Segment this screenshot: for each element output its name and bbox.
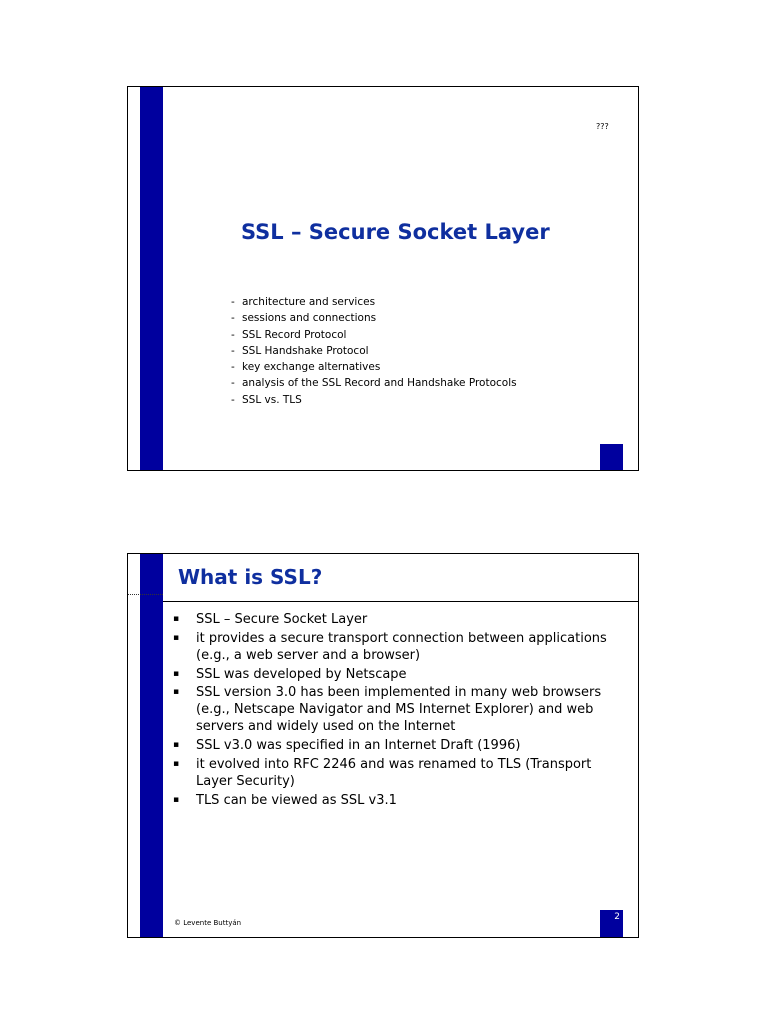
list-item [173,792,618,809]
list-item-text: TLS can be viewed as SSL v3.1 [196,792,397,808]
topic-item [231,392,517,408]
slide-1-title: SSL – Secure Socket Layer [241,220,550,244]
title-stub-line [128,594,163,595]
list-item-text: it provides a secure transport connection between applications (e.g., a web server and a browser) [196,630,607,663]
topic-item-label: analysis of the SSL Record and Handshake Protocols [242,377,517,390]
topic-item-label: SSL Record Protocol [242,328,347,341]
topic-item [231,310,517,326]
bullet-marker: ▪ [173,758,180,769]
slide-number: 2 [614,912,620,922]
slide-2-title: What is SSL? [178,565,323,589]
topic-item-label: sessions and connections [242,312,377,325]
list-item-text: SSL – Secure Socket Layer [196,612,368,627]
list-item [173,666,618,683]
list-item [173,756,618,790]
list-item [173,737,618,754]
topic-item [231,359,517,375]
slide-1-topic-list [231,294,517,408]
slide-2-title-band [163,554,638,602]
slide-1-side-bar [140,87,163,470]
topic-item-label: SSL vs. TLS [242,393,302,406]
topic-item-label: SSL Handshake Protocol [242,344,369,357]
slide-2 [127,553,639,938]
list-item-text: SSL v3.0 was specified in an Internet Draft (1996) [196,738,521,754]
slide-1-top-mark: ??? [596,122,609,131]
slide-1 [127,86,639,471]
bullet-marker: ▪ [173,632,180,643]
list-item [173,611,618,628]
slide-2-bullet-list [173,611,618,811]
bullet-marker: ▪ [173,614,180,624]
dash-marker: - [231,328,235,341]
dash-marker: - [231,377,235,390]
topic-item [231,343,517,359]
bullet-marker: ▪ [173,668,180,679]
slide-2-side-bar [140,554,163,937]
slide-2-corner-box [600,910,623,937]
bullet-marker: ▪ [173,794,180,805]
topic-item [231,294,517,310]
topic-item-label: key exchange alternatives [242,361,381,374]
topic-item-label: architecture and services [242,296,376,308]
dash-marker: - [231,344,235,357]
slide-2-footer-copyright: © Levente Buttyán [174,919,242,927]
bullet-marker: ▪ [173,687,180,698]
dash-marker: - [231,361,235,374]
bullet-marker: ▪ [173,740,180,751]
topic-item [231,375,517,391]
slide-1-corner-box [600,444,623,471]
topic-item [231,327,517,343]
dash-marker: - [231,312,235,325]
dash-marker: - [231,393,235,406]
list-item-text: SSL version 3.0 has been implemented in many web browsers (e.g., Netscape Navigator and MS Internet Explorer) and web servers and widely used on the Internet [196,685,602,735]
dash-marker: - [231,296,235,308]
list-item-text: it evolved into RFC 2246 and was renamed to TLS (Transport Layer Security) [196,756,592,789]
list-item [173,630,618,664]
list-item-text: SSL was developed by Netscape [196,666,407,682]
list-item [173,684,618,735]
